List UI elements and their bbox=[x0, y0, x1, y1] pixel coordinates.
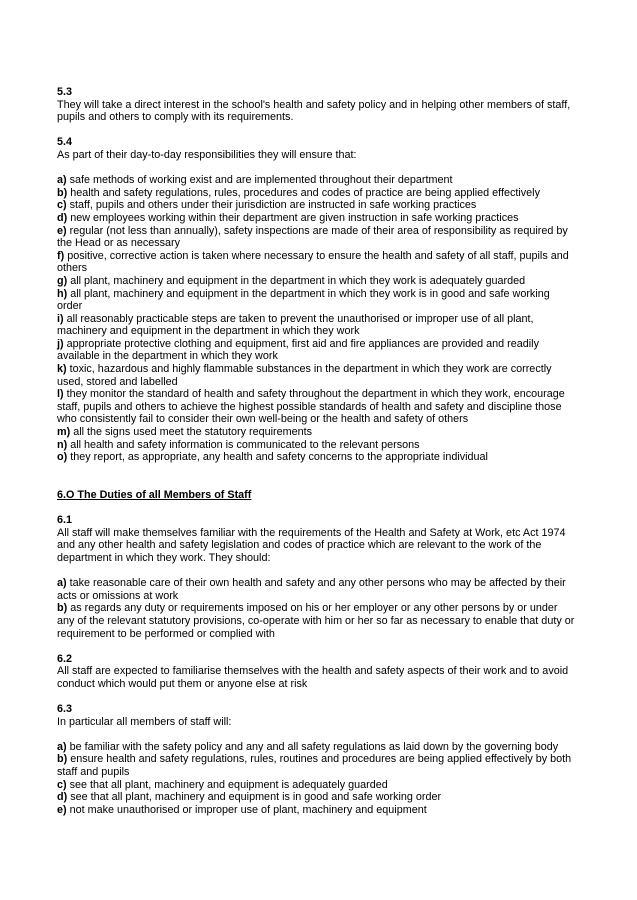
text-line: and any other health and safety legislation and codes of practice which are relevant to the work of the bbox=[57, 539, 542, 552]
section-number: 5.3 bbox=[57, 86, 73, 98]
list-item bbox=[57, 174, 617, 187]
list-item-prefix: a) bbox=[57, 577, 67, 590]
list-item bbox=[57, 338, 617, 351]
section-number: 6.2 bbox=[57, 652, 73, 665]
list-item-continuation: order bbox=[57, 300, 83, 313]
list-item-prefix: d) bbox=[57, 211, 68, 224]
section-5-3 bbox=[57, 86, 617, 124]
duties-list-5-4 bbox=[57, 174, 617, 464]
list-item-continuation: acts or omissions at work bbox=[57, 589, 179, 602]
list-item-continuation: machinery and equipment in the department in which they work bbox=[57, 325, 360, 338]
list-item-text: take reasonable care of their own health and safety and any other persons who may be affected by their bbox=[69, 577, 566, 590]
list-item-prefix: b) bbox=[57, 602, 68, 615]
section-number: 6.1 bbox=[57, 514, 73, 527]
text-line: As part of their day-to-day responsibilities they will ensure that: bbox=[57, 148, 357, 161]
list-item-prefix: j) bbox=[57, 337, 64, 350]
list-item-prefix: n) bbox=[57, 438, 68, 451]
list-item bbox=[57, 602, 617, 615]
list-item-text: all the signs used meet the statutory requirements bbox=[73, 426, 313, 439]
list-item-text: see that all plant, machinery and equipment is adequately guarded bbox=[69, 778, 388, 791]
list-item-prefix: a) bbox=[57, 174, 67, 187]
list-item bbox=[57, 225, 617, 238]
list-item bbox=[57, 388, 617, 401]
list-item-prefix: o) bbox=[57, 451, 68, 464]
list-item bbox=[57, 426, 617, 439]
list-item bbox=[57, 199, 617, 212]
section-heading: 6.O The Duties of all Members of Staff bbox=[57, 489, 252, 501]
duties-list-6-1 bbox=[57, 577, 617, 640]
list-item bbox=[57, 363, 617, 376]
list-item bbox=[57, 313, 617, 326]
list-item-prefix: c) bbox=[57, 199, 67, 212]
list-item bbox=[57, 275, 617, 288]
section-number: 5.4 bbox=[57, 136, 73, 149]
list-item bbox=[57, 439, 617, 452]
list-item-text: safe methods of working exist and are implemented throughout their department bbox=[69, 174, 453, 187]
list-item-text: positive, corrective action is taken where necessary to ensure the health and safety of all staff, pupils and bbox=[67, 249, 569, 262]
list-item-prefix: b) bbox=[57, 753, 68, 766]
list-item bbox=[57, 212, 617, 225]
list-item-prefix: i) bbox=[57, 312, 64, 325]
list-item-text: be familiar with the safety policy and any and all safety regulations as laid down by the governing body bbox=[69, 740, 559, 753]
list-item-prefix: k) bbox=[57, 363, 67, 376]
list-item bbox=[57, 187, 617, 200]
list-item-prefix: f) bbox=[57, 249, 65, 262]
list-item-text: they report, as appropriate, any health and safety concerns to the appropriate individual bbox=[70, 451, 488, 464]
section-6-1 bbox=[57, 514, 617, 564]
text-line: pupils and others to comply with its requirements. bbox=[57, 111, 294, 124]
section-5-4 bbox=[57, 136, 617, 161]
list-item-text: staff, pupils and others under their jurisdiction are instructed in safe working practices bbox=[69, 199, 477, 212]
text-line: In particular all members of staff will: bbox=[57, 715, 232, 728]
section-6-heading-block bbox=[57, 489, 617, 502]
list-item-continuation: the Head or as necessary bbox=[57, 237, 181, 250]
list-item-continuation: who consistently fail to consider their own well-being or the health and safety of others bbox=[57, 413, 469, 426]
list-item-continuation: used, stored and labelled bbox=[57, 375, 178, 388]
list-item-prefix: a) bbox=[57, 740, 67, 753]
text-line: department in which they work. They should: bbox=[57, 551, 271, 564]
list-item-continuation: available in the department in which they work bbox=[57, 350, 278, 363]
text-line: All staff are expected to familiarise themselves with the health and safety aspects of their work and to avoid bbox=[57, 665, 569, 678]
list-item bbox=[57, 804, 617, 817]
section-number: 6.3 bbox=[57, 703, 73, 716]
list-item-prefix: e) bbox=[57, 803, 67, 816]
list-item-continuation: others bbox=[57, 262, 88, 275]
list-item-text: ensure health and safety regulations, rules, routines and procedures are being applied effectively by both bbox=[70, 753, 572, 766]
list-item-text: regular (not less than annually), safety inspections are made of their area of responsibility as required by bbox=[69, 224, 568, 237]
list-item-text: not make unauthorised or improper use of plant, machinery and equipment bbox=[69, 803, 427, 816]
list-item-prefix: e) bbox=[57, 224, 67, 237]
list-item-continuation: staff and pupils bbox=[57, 766, 130, 779]
list-item bbox=[57, 577, 617, 590]
list-item-text: health and safety regulations, rules, procedures and codes of practice are being applied effectively bbox=[70, 186, 540, 199]
list-item-text: all plant, machinery and equipment in the department in which they work is adequately guarded bbox=[70, 274, 526, 287]
list-item bbox=[57, 741, 617, 754]
section-6-3 bbox=[57, 703, 617, 728]
list-item-text: as regards any duty or requirements imposed on his or her employer or any other persons by or under bbox=[70, 602, 558, 615]
text-line: They will take a direct interest in the school's health and safety policy and in helping other members of staff, bbox=[57, 98, 571, 111]
list-item-text: new employees working within their department are given instruction in safe working practices bbox=[70, 211, 519, 224]
list-item bbox=[57, 250, 617, 263]
list-item-prefix: m) bbox=[57, 426, 71, 439]
text-line: conduct which would put them or anyone else at risk bbox=[57, 677, 308, 690]
list-item bbox=[57, 779, 617, 792]
section-6-2 bbox=[57, 653, 617, 691]
list-item-prefix: b) bbox=[57, 186, 68, 199]
list-item-text: appropriate protective clothing and equipment, first aid and fire appliances are provided and readily bbox=[66, 337, 539, 350]
list-item-text: see that all plant, machinery and equipment is in good and safe working order bbox=[70, 791, 442, 804]
list-item bbox=[57, 791, 617, 804]
list-item-prefix: l) bbox=[57, 388, 64, 401]
list-item-prefix: h) bbox=[57, 287, 68, 300]
list-item bbox=[57, 288, 617, 301]
list-item-text: they monitor the standard of health and safety throughout the department in which they work, encourage bbox=[66, 388, 565, 401]
list-item bbox=[57, 451, 617, 464]
list-item-text: toxic, hazardous and highly flammable substances in the department in which they work are correctly bbox=[69, 363, 552, 376]
list-item-text: all reasonably practicable steps are taken to prevent the unauthorised or improper use of all plant, bbox=[66, 312, 534, 325]
list-item-text: all health and safety information is communicated to the relevant persons bbox=[70, 438, 420, 451]
list-item-continuation: requirement to be performed or complied with bbox=[57, 627, 275, 640]
list-item-continuation: staff, pupils and others to achieve the highest possible standards of health and safety and discipline those bbox=[57, 400, 562, 413]
list-item-prefix: c) bbox=[57, 778, 67, 791]
duties-list-6-3 bbox=[57, 741, 617, 817]
text-line: All staff will make themselves familiar with the requirements of the Health and Safety at Work, etc Act 1974 bbox=[57, 526, 566, 539]
list-item bbox=[57, 753, 617, 766]
list-item-text: all plant, machinery and equipment in the department in which they work is in good and safe working bbox=[70, 287, 550, 300]
list-item-continuation: any of the relevant statutory provisions, co-operate with him or her so far as necessary to enable that duty or bbox=[57, 614, 575, 627]
list-item-prefix: g) bbox=[57, 274, 68, 287]
list-item-prefix: d) bbox=[57, 791, 68, 804]
